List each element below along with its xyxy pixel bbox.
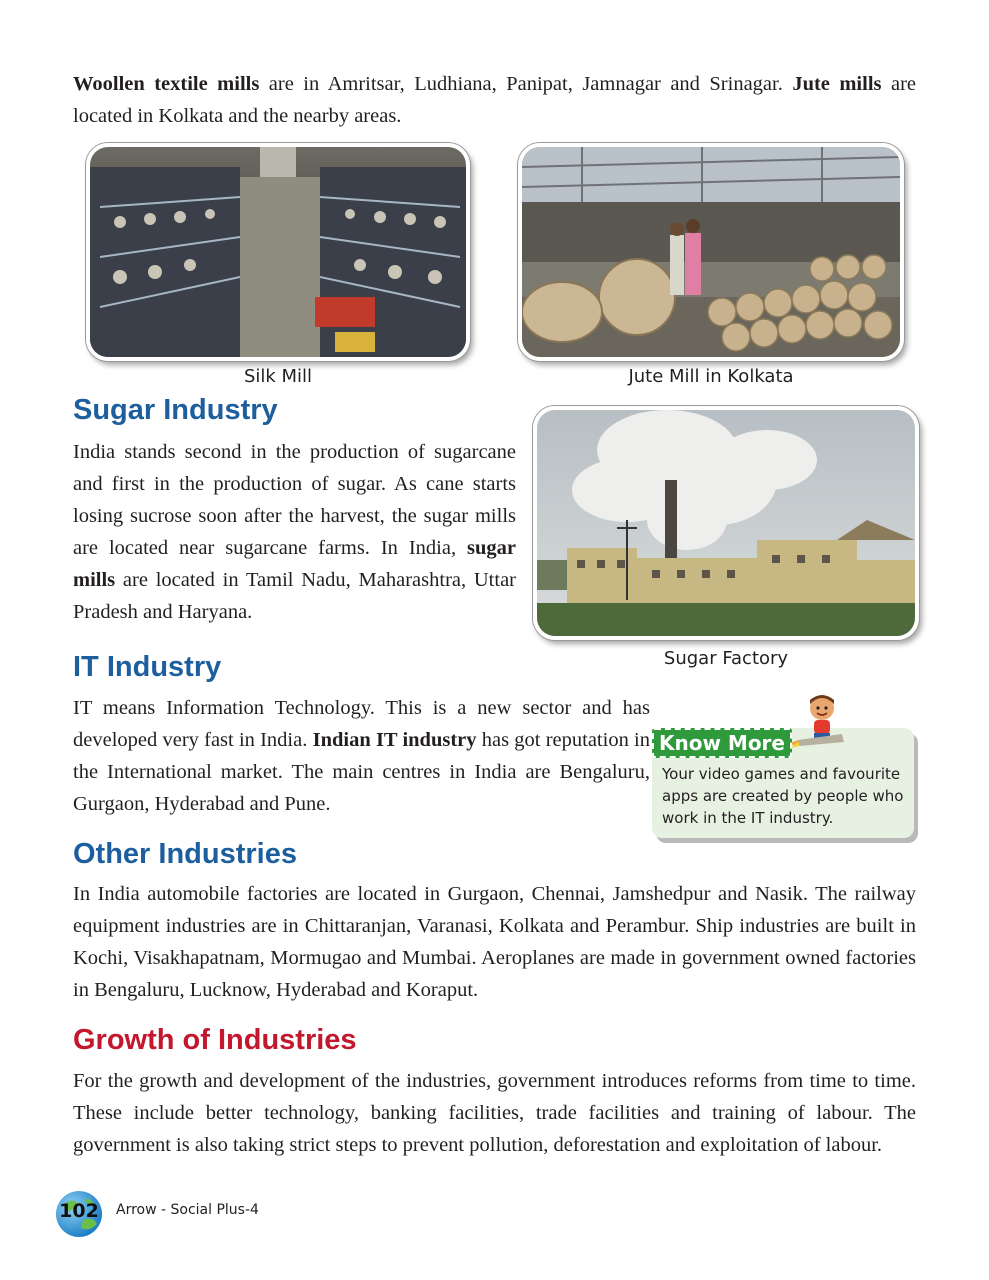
jute-mills-term: Jute mills: [792, 73, 882, 95]
jute-mill-illustration: [522, 147, 900, 357]
it-industry-heading: IT Industry: [73, 651, 222, 683]
jute-mill-photo: [518, 143, 904, 361]
sugar-factory-caption: Sugar Factory: [663, 648, 789, 669]
growth-industries-heading: Growth of Industries: [73, 1024, 357, 1056]
know-more-label: Know More: [652, 728, 792, 758]
other-industries-paragraph: In India automobile factories are located in Gurgaon, Chennai, Jamshedpur and Nasik. The railway equipment industries are in Chittaranjan, Varanasi, Kolkata and Perambur. Ship industries are built in Kochi, Visakhapatnam, Mormugao and Mumbai. Aeroplanes are made in government owned factories in Bengaluru, Lucknow, Hyderabad and Koraput.: [73, 883, 916, 1001]
indian-it-industry-term: Indian IT industry: [312, 729, 477, 751]
sugar-factory-illustration: [537, 410, 915, 636]
silk-mill-illustration: [90, 147, 466, 357]
growth-industries-paragraph: For the growth and development of the industries, government introduces reforms from time to time. These include better technology, banking facilities, trade facilities and training of labour. The government is also taking strict steps to prevent pollution, deforestation and exploitation of labour.: [73, 1070, 916, 1156]
it-industry-paragraph: IT means Information Technology. This is a new sector and has developed very fast in India. Indian IT industry has got reputation in the International market. The main centres in India are Bengaluru, Gurgaon, Hyderabad and Pune.: [73, 697, 650, 815]
intro-paragraph: Woollen textile mills are in Amritsar, Ludhiana, Panipat, Jamnagar and Srinagar. Jute mills are located in Kolkata and the nearby areas.: [73, 73, 916, 127]
other-industries-heading: Other Industries: [73, 838, 297, 870]
silk-mill-caption: Silk Mill: [243, 366, 313, 387]
sugar-mills-term: sugar mills: [73, 537, 516, 591]
woollen-mills-term: Woollen textile mills: [73, 73, 260, 95]
sugar-industry-paragraph: India stands second in the production of sugarcane and first in the production of sugar. As cane starts losing sucrose soon after the harvest, the sugar mills are located near sugarcane farms. In India, sugar mills are located in Tamil Nadu, Maharashtra, Uttar Pradesh and Haryana.: [73, 441, 516, 623]
know-more-text: Your video games and favourite apps are created by people who work in the IT industry.: [662, 765, 904, 827]
book-title: Arrow - Social Plus-4: [116, 1202, 259, 1218]
sugar-factory-photo: [533, 406, 919, 640]
page-number: 102: [59, 1200, 99, 1222]
sugar-industry-heading: Sugar Industry: [73, 394, 278, 426]
jute-mill-caption: Jute Mill in Kolkata: [628, 366, 794, 387]
silk-mill-photo: [86, 143, 470, 361]
child-mascot-icon: [784, 690, 848, 752]
